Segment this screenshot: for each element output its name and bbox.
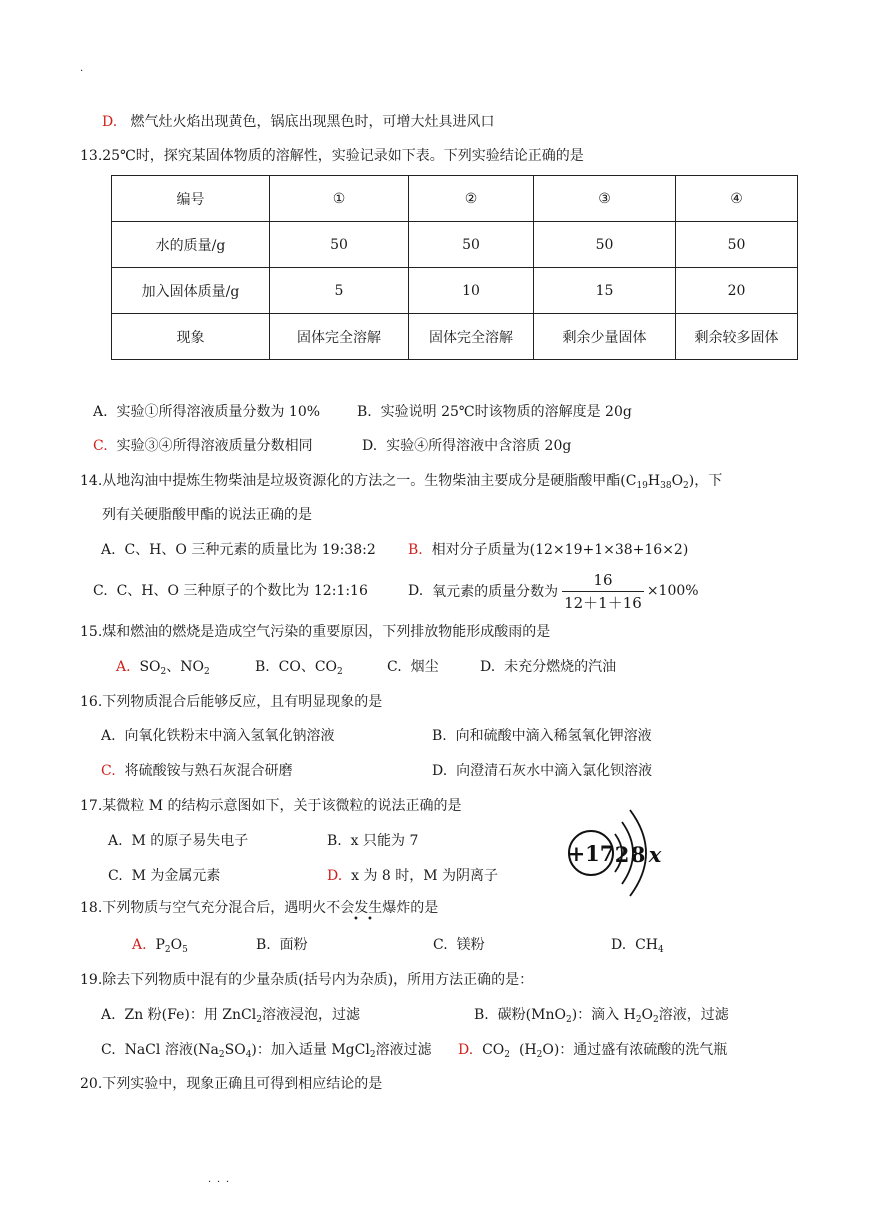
- q14-option-d: [408, 568, 699, 614]
- stem-text: )，下: [688, 473, 723, 489]
- table-cell: 加入固体质量/g: [112, 268, 270, 314]
- q17-stem: 17.某微粒 M 的结构示意图如下，关于该微粒的说法正确的是: [80, 798, 462, 814]
- subscript: 2: [218, 1050, 225, 1060]
- q18-option-b: [256, 936, 308, 954]
- subscript: 2: [164, 945, 171, 955]
- option-letter: C.: [101, 763, 116, 779]
- shell-electrons-3: x: [648, 842, 662, 867]
- stem-text: 18.下列物质与空气充分混合后，遇明火: [80, 900, 327, 916]
- emphasis-dot: •: [353, 914, 359, 925]
- option-letter: D.: [432, 763, 448, 779]
- option-letter: D.: [327, 868, 343, 884]
- q14-stem-line1: [80, 472, 722, 490]
- option-letter: B.: [474, 1007, 489, 1023]
- option-text: x 只能为 7: [350, 833, 419, 849]
- header-mark: ·: [80, 66, 84, 77]
- q17-option-d: [327, 867, 498, 885]
- q13-option-a: [93, 403, 320, 421]
- q19-option-b: [474, 1006, 729, 1024]
- option-text: 燃气灶火焰出现黄色，锅底出现黑色时，可增大灶具进风口: [130, 114, 495, 130]
- q15-option-c: [387, 658, 439, 676]
- subscript: 2: [504, 1050, 511, 1060]
- q14-stem-line2: 列有关硬脂酸甲酯的说法正确的是: [102, 507, 312, 523]
- emphasis-dot: •: [367, 914, 373, 925]
- table-cell: 50: [270, 222, 409, 268]
- q13-stem: 13.25℃时，探究某固体物质的溶解性，实验记录如下表。下列实验结论正确的是: [80, 148, 584, 164]
- table-cell: 50: [534, 222, 676, 268]
- stem-text: 发生爆炸的是: [354, 900, 439, 916]
- subscript: 2: [565, 1015, 572, 1025]
- option-letter: B.: [256, 937, 271, 953]
- option-letter: C.: [93, 438, 108, 454]
- q14-option-b: [408, 541, 688, 559]
- subscript: 2: [653, 1015, 659, 1025]
- fraction: [562, 571, 644, 612]
- q18-stem: [80, 899, 438, 917]
- q12-option-d: [102, 113, 495, 131]
- option-letter: A.: [101, 1007, 116, 1023]
- option-text: C、H、O 三种元素的质量比为 19:38:2: [124, 542, 376, 558]
- subscript: 2: [683, 481, 689, 491]
- option-text: 向和硫酸中滴入稀氢氧化钾溶液: [455, 728, 652, 744]
- option-text: 实验③④所得溶液质量分数相同: [116, 438, 313, 454]
- option-letter: D.: [362, 438, 378, 454]
- option-text: 相对分子质量为(12×19+1×38+16×2): [431, 542, 689, 558]
- table-cell: ④: [676, 176, 798, 222]
- subscript: 19: [636, 481, 648, 491]
- option-text: NaCl 溶液(Na: [124, 1042, 219, 1058]
- fraction-denominator: 12＋1＋16: [562, 591, 644, 612]
- option-letter: D.: [408, 583, 424, 599]
- option-letter: A.: [101, 728, 116, 744]
- q15-stem: 15.煤和燃油的燃烧是造成空气污染的重要原因，下列排放物能形成酸雨的是: [80, 624, 551, 640]
- q15-option-b: [255, 658, 343, 676]
- option-letter: B.: [432, 728, 447, 744]
- stem-text: 14.从地沟油中提炼生物柴油是垃圾资源化的方法之一。生物柴油主要成分是硬脂酸甲酯(C: [80, 473, 637, 489]
- q19-option-a: [101, 1006, 360, 1024]
- option-text: (H: [518, 1042, 537, 1058]
- table-cell: 固体完全溶解: [409, 314, 534, 360]
- option-letter: A.: [108, 833, 123, 849]
- table-cell: ②: [409, 176, 534, 222]
- subscript: 38: [660, 481, 672, 491]
- q16-option-b: [432, 727, 652, 745]
- q16-option-a: [101, 727, 334, 745]
- table-cell: 固体完全溶解: [270, 314, 409, 360]
- option-letter: C.: [433, 937, 448, 953]
- table-row: [112, 176, 798, 222]
- q14-option-a: [101, 541, 376, 559]
- option-letter: A.: [132, 937, 147, 953]
- option-text: 溶液浸泡，过滤: [261, 1007, 360, 1023]
- option-letter: C.: [387, 659, 402, 675]
- q20-stem: 20.下列实验中，现象正确且可得到相应结论的是: [80, 1076, 383, 1092]
- option-letter: A.: [101, 542, 116, 558]
- option-letter: B.: [357, 404, 372, 420]
- subscript: 2: [369, 1050, 376, 1060]
- option-letter: B.: [327, 833, 342, 849]
- subscript: 4: [245, 1050, 252, 1060]
- option-text: 实验①所得溶液质量分数为 10%: [116, 404, 321, 420]
- q14-option-c: [93, 582, 368, 600]
- table-cell: 15: [534, 268, 676, 314]
- option-text: )：加入适量 MgCl: [251, 1042, 370, 1058]
- option-letter: C.: [93, 583, 108, 599]
- subscript: 5: [182, 945, 188, 955]
- stem-text: H: [647, 473, 661, 489]
- subscript: 2: [256, 1015, 262, 1025]
- footer-mark: ．．．: [208, 1174, 240, 1185]
- option-text: )：滴入 H: [571, 1007, 636, 1023]
- table-cell: 现象: [112, 314, 270, 360]
- table-cell: ①: [270, 176, 409, 222]
- subscript: 2: [635, 1015, 642, 1025]
- q16-stem: 16.下列物质混合后能够反应，且有明显现象的是: [80, 694, 383, 710]
- option-letter: D.: [102, 114, 118, 130]
- q17-option-b: [327, 832, 418, 850]
- option-suffix: ×100%: [646, 583, 699, 599]
- shell-electrons-1: 2: [614, 842, 630, 867]
- option-text: M 的原子易失电子: [131, 833, 249, 849]
- option-letter: C.: [108, 868, 123, 884]
- option-text: 未充分燃烧的汽油: [504, 659, 617, 675]
- option-text: x 为 8 时，M 为阴离子: [351, 868, 499, 884]
- option-text: M 为金属元素: [131, 868, 221, 884]
- option-letter: B.: [408, 542, 423, 558]
- option-text: SO: [139, 659, 161, 675]
- fraction-numerator: 16: [593, 570, 613, 589]
- table-cell: 水的质量/g: [112, 222, 270, 268]
- option-letter: D.: [458, 1042, 474, 1058]
- option-text: C、H、O 三种原子的个数比为 12:1:16: [116, 583, 368, 599]
- option-text: CO: [482, 1042, 505, 1058]
- q13-option-c: [93, 437, 313, 455]
- q15-option-d: [480, 658, 616, 676]
- q17-option-c: [108, 867, 220, 885]
- nucleus-charge: +17: [567, 841, 615, 866]
- table-cell: 50: [676, 222, 798, 268]
- subscript: 2: [337, 667, 343, 677]
- table-cell: ③: [534, 176, 676, 222]
- table-cell: 5: [270, 268, 409, 314]
- subscript: 2: [536, 1050, 543, 1060]
- q19-option-d: [458, 1041, 727, 1059]
- option-letter: D.: [480, 659, 496, 675]
- table-row: [112, 222, 798, 268]
- option-text: Zn 粉(Fe)：用 ZnCl: [124, 1007, 257, 1023]
- option-text: 向氧化铁粉末中滴入氢氧化钠溶液: [124, 728, 335, 744]
- option-letter: D.: [611, 937, 627, 953]
- option-text: O)：通过盛有浓硫酸的洗气瓶: [542, 1042, 728, 1058]
- table-cell: 剩余较多固体: [676, 314, 798, 360]
- option-text: 面粉: [279, 937, 308, 953]
- q16-option-c: [101, 762, 293, 780]
- table-cell: 剩余少量固体: [534, 314, 676, 360]
- option-text: 向澄清石灰水中滴入氯化钡溶液: [456, 763, 653, 779]
- option-text: 实验说明 25℃时该物质的溶解度是 20g: [380, 404, 632, 420]
- option-text: 、NO: [166, 659, 205, 675]
- option-text: 实验④所得溶液中含溶质 20g: [386, 438, 572, 454]
- option-text: SO: [224, 1042, 246, 1058]
- option-text: 碳粉(MnO: [497, 1007, 566, 1023]
- q16-option-d: [432, 762, 652, 780]
- shell-electrons-2: 8: [630, 842, 646, 867]
- q13-table: [111, 175, 798, 360]
- option-letter: C.: [101, 1042, 116, 1058]
- option-text: CH: [635, 937, 659, 953]
- option-text: 氧元素的质量分数为: [432, 584, 559, 600]
- table-cell: 10: [409, 268, 534, 314]
- option-text: 溶液，过滤: [658, 1007, 729, 1023]
- table-cell: 编号: [112, 176, 270, 222]
- q18-option-c: [433, 936, 485, 954]
- option-text: P: [155, 937, 165, 953]
- q18-option-d: [611, 936, 664, 954]
- subscript: 2: [204, 667, 210, 677]
- table-cell: 50: [409, 222, 534, 268]
- q17-option-a: [108, 832, 248, 850]
- option-letter: A.: [116, 659, 131, 675]
- q13-option-d: [362, 437, 571, 455]
- option-text: O: [641, 1007, 654, 1023]
- option-text: 将硫酸铵与熟石灰混合研磨: [124, 763, 293, 779]
- q18-option-a: [132, 936, 188, 954]
- q13-option-b: [357, 403, 632, 421]
- stem-text: O: [671, 473, 684, 489]
- option-text: 溶液过滤: [375, 1042, 432, 1058]
- q19-option-c: [101, 1041, 432, 1059]
- option-letter: B.: [255, 659, 270, 675]
- option-text: 镁粉: [456, 937, 485, 953]
- table-row: [112, 314, 798, 360]
- q15-option-a: [116, 658, 210, 676]
- subscript: 4: [658, 945, 664, 955]
- table-row: [112, 268, 798, 314]
- subscript: 2: [160, 667, 167, 677]
- table-cell: 20: [676, 268, 798, 314]
- atom-structure-diagram: [566, 806, 676, 902]
- option-text: O: [170, 937, 183, 953]
- q19-stem: 19.除去下列物质中混有的少量杂质(括号内为杂质)，所用方法正确的是：: [80, 972, 534, 988]
- option-text: CO、CO: [278, 659, 338, 675]
- option-text: 烟尘: [410, 659, 439, 675]
- emphasis-text: 不会: [326, 900, 355, 916]
- option-letter: A.: [93, 404, 108, 420]
